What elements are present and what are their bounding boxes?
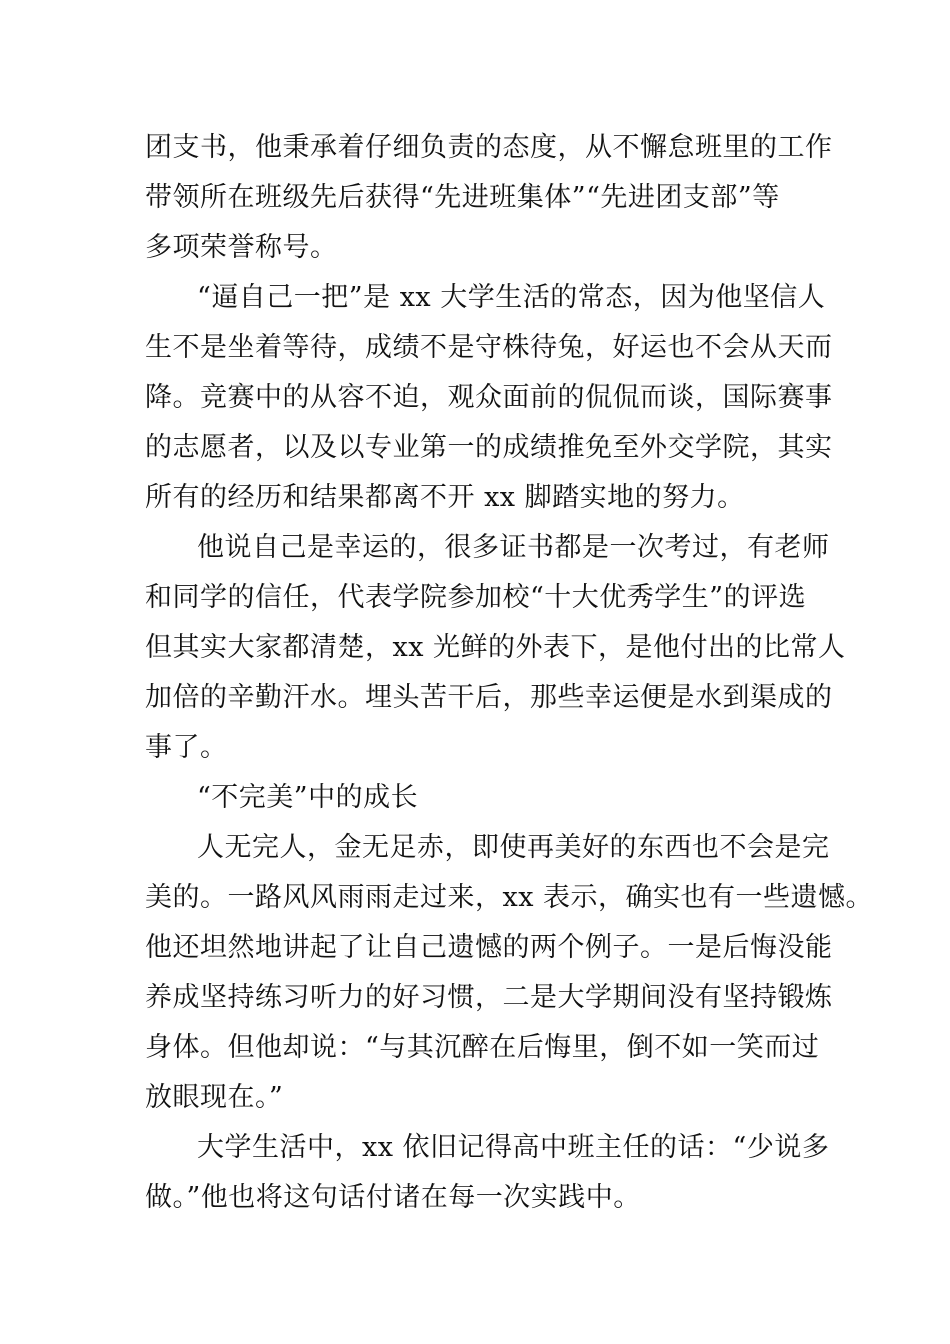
text-line: 事了。 bbox=[145, 732, 228, 763]
text-line: 放眼现在。” bbox=[145, 1082, 284, 1113]
text-line: 做。”他也将这句话付诸在每一次实践中。 bbox=[145, 1182, 641, 1213]
text-line: 的志愿者，以及以专业第一的成绩推免至外交学院，其实 bbox=[145, 432, 833, 463]
text-line: 带领所在班级先后获得“先进班集体”“先进团支部”等 bbox=[145, 182, 780, 213]
paragraph-first-line: 人无完人，金无足赤，即使再美好的东西也不会是完 bbox=[197, 832, 830, 863]
paragraph-first-line: “逼自己一把”是 xx 大学生活的常态，因为他坚信人 bbox=[197, 282, 826, 313]
paragraph-first-line: 他说自己是幸运的，很多证书都是一次考过，有老师 bbox=[197, 532, 830, 563]
text-line: 和同学的信任，代表学院参加校“十大优秀学生”的评选 bbox=[145, 582, 807, 613]
text-line: 加倍的辛勤汗水。埋头苦干后，那些幸运便是水到渠成的 bbox=[145, 682, 833, 713]
text-line: 身体。但他却说：“与其沉醉在后悔里，倒不如一笑而过 bbox=[145, 1032, 820, 1063]
text-line: 但其实大家都清楚，xx 光鲜的外表下，是他付出的比常人 bbox=[145, 632, 846, 663]
text-line: 团支书，他秉承着仔细负责的态度，从不懈怠班里的工作 bbox=[145, 132, 833, 163]
text-line: 养成坚持练习听力的好习惯，二是大学期间没有坚持锻炼 bbox=[145, 982, 833, 1013]
text-line: 所有的经历和结果都离不开 xx 脚踏实地的努力。 bbox=[145, 482, 745, 513]
text-line: 降。竞赛中的从容不迫，观众面前的侃侃而谈，国际赛事 bbox=[145, 382, 833, 413]
text-line: 生不是坐着等待，成绩不是守株待兔，好运也不会从天而 bbox=[145, 332, 833, 363]
section-heading: “不完美”中的成长 bbox=[197, 782, 419, 813]
paragraph-first-line: 大学生活中，xx 依旧记得高中班主任的话：“少说多 bbox=[197, 1132, 830, 1163]
text-line: 美的。一路风风雨雨走过来，xx 表示，确实也有一些遗憾。 bbox=[145, 882, 874, 913]
text-line: 多项荣誉称号。 bbox=[145, 232, 338, 263]
text-line: 他还坦然地讲起了让自己遗憾的两个例子。一是后悔没能 bbox=[145, 932, 833, 963]
